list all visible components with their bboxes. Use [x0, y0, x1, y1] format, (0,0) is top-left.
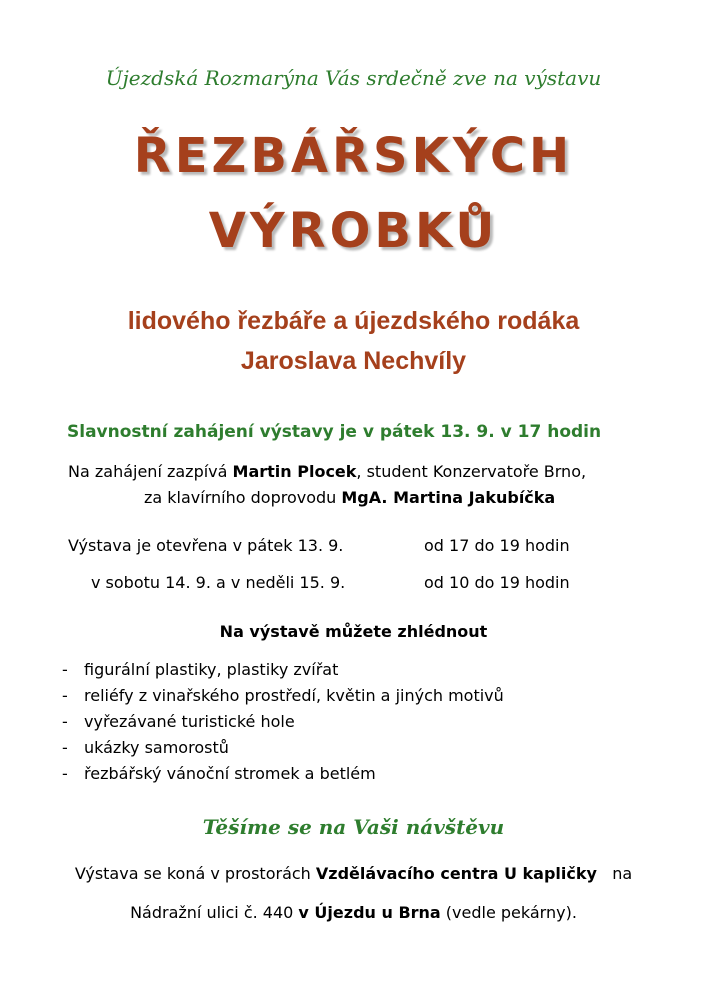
venue-line-1 [0, 864, 707, 883]
list-item-text: figurální plastiky, plastiky zvířat [84, 660, 339, 679]
list-dash: - [62, 686, 68, 705]
list-item [62, 686, 504, 712]
opening-ceremony: Slavnostní zahájení výstavy je v pátek 13. 9. v 17 hodin [67, 422, 602, 442]
venue-note: (vedle pekárny). [440, 903, 577, 922]
venue-line-2 [0, 903, 707, 922]
venue-address: Nádražní ulici č. 440 [130, 903, 299, 922]
singer-prefix: Na zahájení zazpívá [68, 462, 233, 481]
list-item [62, 764, 504, 790]
piano-prefix: za klavírního doprovodu [144, 488, 342, 507]
venue-suffix: na [596, 864, 633, 883]
singer-line [68, 462, 586, 481]
list-item-text: ukázky samorostů [84, 738, 229, 757]
title-line-1: ŘEZBÁŘSKÝCH [133, 128, 574, 184]
list-item-text: řezbářský vánoční stromek a betlém [84, 764, 376, 783]
subtitle-line-1: lidového řezbáře a újezdského rodáka [127, 307, 580, 335]
closing-greeting: Těšíme se na Vaši návštěvu [202, 815, 505, 839]
list-item [62, 660, 504, 686]
list-dash: - [62, 712, 68, 731]
venue-place: Vzdělávacího centra U kapličky [315, 864, 597, 883]
hours-day-2: v sobotu 14. 9. a v neděli 15. 9. [91, 573, 346, 592]
subtitle-artist-name: Jaroslava Nechvíly [240, 347, 467, 375]
list-item-text: vyřezávané turistické hole [84, 712, 295, 731]
list-item [62, 712, 504, 738]
list-dash: - [62, 764, 68, 783]
invitation-line: Újezdská Rozmarýna Vás srdečně zve na výstavu [105, 66, 602, 90]
hours-time-1: od 17 do 19 hodin [424, 536, 570, 555]
singer-suffix: , student Konzervatoře Brno, [356, 462, 587, 481]
pianist-name: MgA. Martina Jakubíčka [341, 488, 556, 507]
piano-line [144, 488, 555, 507]
list-item-text: reliéfy z vinařského prostředí, květin a jiných motivů [84, 686, 504, 705]
venue-town: v Újezdu u Brna [298, 903, 441, 922]
list-item [62, 738, 504, 764]
hours-day-1: Výstava je otevřena v pátek 13. 9. [68, 536, 344, 555]
title-line-2: VÝROBKŮ [208, 203, 499, 259]
exhibits-list [62, 660, 504, 790]
list-dash: - [62, 660, 68, 679]
singer-name: Martin Plocek [232, 462, 357, 481]
venue-prefix: Výstava se koná v prostorách [74, 864, 316, 883]
exhibits-heading: Na výstavě můžete zhlédnout [219, 622, 488, 641]
list-dash: - [62, 738, 68, 757]
hours-time-2: od 10 do 19 hodin [424, 573, 570, 592]
